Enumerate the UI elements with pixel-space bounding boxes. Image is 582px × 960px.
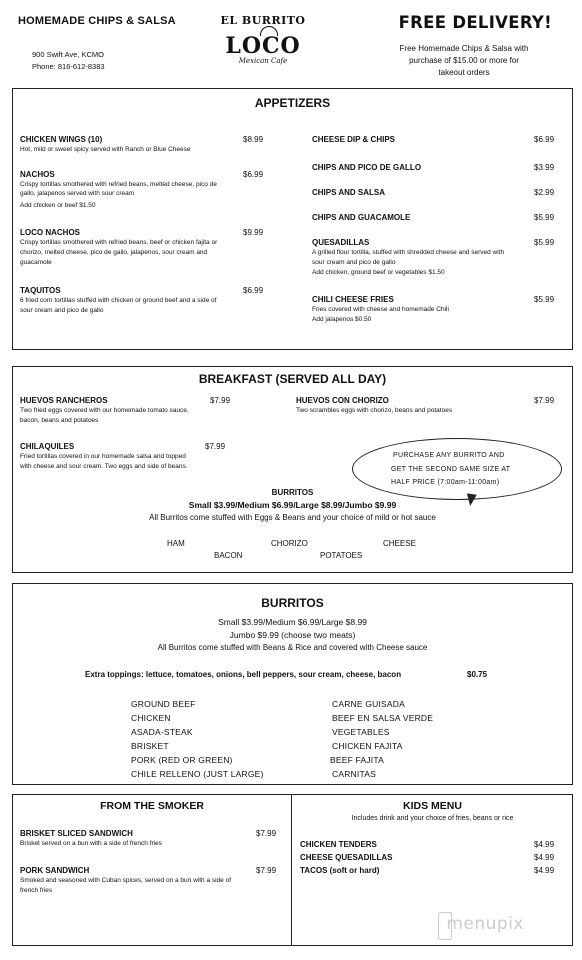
burrito-filling: BRISKET [131,741,169,751]
delivery-line: Free Homemade Chips & Salsa with [399,44,529,53]
burrito-filling: PORK (RED OR GREEN) [131,755,233,765]
header-left-title: HOMEMADE CHIPS & SALSA [18,15,176,27]
menu-item-desc: gallo, jalapenos served with sour cream [20,190,135,197]
menu-item-name: CHEESE DIP & CHIPS [312,135,395,144]
burrito-filling: CHICKEN [131,713,171,723]
menu-item-price: $6.99 [243,286,264,295]
appetizers-title: APPETIZERS [254,96,331,110]
breakfast-burritos-note: All Burritos come stuffed with Eggs & Beans and your choice of mild or hot sauce [149,513,436,522]
burritos-section [12,583,573,785]
burritos-note: All Burritos come stuffed with Beans & Rice and covered with Cheese sauce [157,643,428,652]
menu-item-desc: Smoked and seasoned with Cuban spices, served on a bun with a side of [20,877,232,884]
burritos-title: BURRITOS [261,596,324,610]
promo-line: HALF PRICE (7:00am-11:00am) [391,479,500,486]
menu-item-desc: with cheese and sour cream. Two eggs and side of beans. [20,463,188,470]
menu-item-price: $4.99 [534,853,555,862]
logo-line-2: LOCO [225,33,301,59]
menu-item-desc: 6 fried corn tortillas stuffed with chicken or ground beef and a side of [20,297,217,304]
filling-option: HAM [167,539,185,548]
burrito-filling: GROUND BEEF [131,699,196,709]
filling-option: CHORIZO [271,539,308,548]
menu-item-desc: chorizo, melted cheese, pico de gallo, jalapenos, sour cream and [20,249,208,256]
menu-item-price: $4.99 [534,840,555,849]
burrito-filling: CHILE RELLENO (JUST LARGE) [131,769,264,779]
menu-item-name: PORK SANDWICH [20,866,90,875]
menu-item-price: $2.99 [534,188,555,197]
menu-item-desc: Add chicken, ground beef or vegetables $1.50 [312,269,445,276]
breakfast-title: BREAKFAST (SERVED ALL DAY) [198,372,387,386]
burrito-filling: BEEF EN SALSA VERDE [332,713,434,723]
menu-item-name: BRISKET SLICED SANDWICH [20,829,133,838]
delivery-line: takeout orders [438,68,490,77]
menu-item-name: TAQUITOS [20,286,61,295]
menu-item-desc: sour cream and pico de gallo [20,307,104,314]
restaurant-logo [220,14,306,72]
menu-item-name: CHICKEN WINGS (10) [20,135,103,144]
extra-toppings: Extra toppings: lettuce, tomatoes, onions, bell peppers, sour cream, cheese, bacon [85,670,402,679]
smoker-title: FROM THE SMOKER [100,800,204,812]
menu-item-name: CHIPS AND SALSA [312,188,386,197]
menu-item-name: CHICKEN TENDERS [300,840,377,849]
kids-subtitle: Includes drink and your choice of fries, beans or rice [351,815,514,822]
burritos-sizes: Small $3.99/Medium $6.99/Large $8.99 [218,617,367,627]
menu-item-price: $6.99 [534,135,555,144]
logo-line-1: EL BURRITO [220,14,306,27]
burrito-filling: BEEF FAJITA [330,755,384,765]
menu-item-desc: Brisket served on a bun with a side of french fries [20,840,162,847]
menu-item-name: CHIPS AND GUACAMOLE [312,213,411,222]
breakfast-burritos-sizes: Small $3.99/Medium $6.99/Large $8.99/Jumbo $9.99 [188,500,397,510]
phone: Phone: 816-612-8383 [32,62,105,71]
filling-option: CHEESE [383,539,416,548]
menu-item-name: LOCO NACHOS [20,228,80,237]
menu-item-desc: sour cream and pico de gallo [312,259,396,266]
menu-item-name: CHEESE QUESADILLAS [300,853,393,862]
menu-item-name: TACOS (soft or hard) [300,866,380,875]
menu-item-desc: Crispy tortillas smothered with refried beans, beef or chicken fajita or [20,239,218,246]
breakfast-burritos-title: BURRITOS [271,488,314,497]
menu-item-price: $8.99 [243,135,264,144]
burrito-filling: CARNITAS [332,769,376,779]
menu-item-desc: bacon, beans and potatoes [20,417,99,424]
menu-item-name: HUEVOS CON CHORIZO [296,396,389,405]
menu-item-name: NACHOS [20,170,55,179]
menu-item-desc: A grilled flour tortilla, stuffed with shredded cheese and served with [312,249,505,256]
menu-item-price: $3.99 [534,163,555,172]
burrito-filling: CHICKEN FAJITA [332,741,403,751]
burrito-filling: CARNE GUISADA [332,699,405,709]
menu-item-desc: Hot, mild or sweet spicy served with Ranch or Blue Cheese [20,146,191,153]
taco-icon [260,26,278,36]
menu-item-desc: Fries covered with cheese and homemade Chili [312,306,449,313]
burritos-jumbo: Jumbo $9.99 (choose two meats) [229,630,356,640]
menu-item-desc: Two fried eggs covered with our homemade tomato sauce, [20,407,189,414]
menu-item-desc: Crispy tortillas smothered with refried beans, melted cheese, pico de [20,181,217,188]
burrito-filling: VEGETABLES [332,727,390,737]
menu-item-price: $7.99 [205,442,226,451]
menu-item-desc: Fried tortillas covered in our homemade salsa and topped [20,453,186,460]
menu-item-desc: french fries [20,887,53,894]
menu-item-desc: Add jalapenos $0.50 [312,316,372,323]
menu-item-price: $7.99 [210,396,231,405]
address: 900 Swift Ave, KCMO [32,50,104,59]
menu-item-name: HUEVOS RANCHEROS [20,396,108,405]
menu-item-price: $9.99 [243,228,264,237]
menu-item-price: $5.99 [534,238,555,247]
menu-item-desc: guacamole [20,259,52,266]
logo-line-3: Mexican Cafe [238,57,288,65]
menu-item-name: CHILAQUILES [20,442,75,451]
menu-item-price: $7.99 [534,396,555,405]
menu-item-name: CHILI CHEESE FRIES [312,295,394,304]
menu-item-price: $7.99 [256,866,277,875]
menu-item-price: $6.99 [243,170,264,179]
promo-line: PURCHASE ANY BURRITO AND [393,452,505,459]
delivery-line: purchase of $15.00 or more for [409,56,519,65]
extra-toppings-price: $0.75 [467,670,488,679]
menu-item-price: $5.99 [534,213,555,222]
burrito-filling: ASADA-STEAK [131,727,193,737]
promo-line: GET THE SECOND SAME SIZE AT [391,466,511,473]
menu-item-name: QUESADILLAS [312,238,370,247]
filling-option: BACON [214,551,243,560]
menu-item-desc: Add chicken or beef $1.50 [20,202,96,209]
menu-item-price: $5.99 [534,295,555,304]
delivery-title: FREE DELIVERY! [398,13,552,32]
menu-item-desc: Two scrambles eggs with chorizo, beans and potatoes [296,407,453,414]
menu-item-price: $4.99 [534,866,555,875]
filling-option: POTATOES [320,551,363,560]
menu-item-name: CHIPS AND PICO DE GALLO [312,163,422,172]
menu-item-price: $7.99 [256,829,277,838]
kids-title: KIDS MENU [403,800,462,812]
watermark-text: menupix [446,914,524,934]
